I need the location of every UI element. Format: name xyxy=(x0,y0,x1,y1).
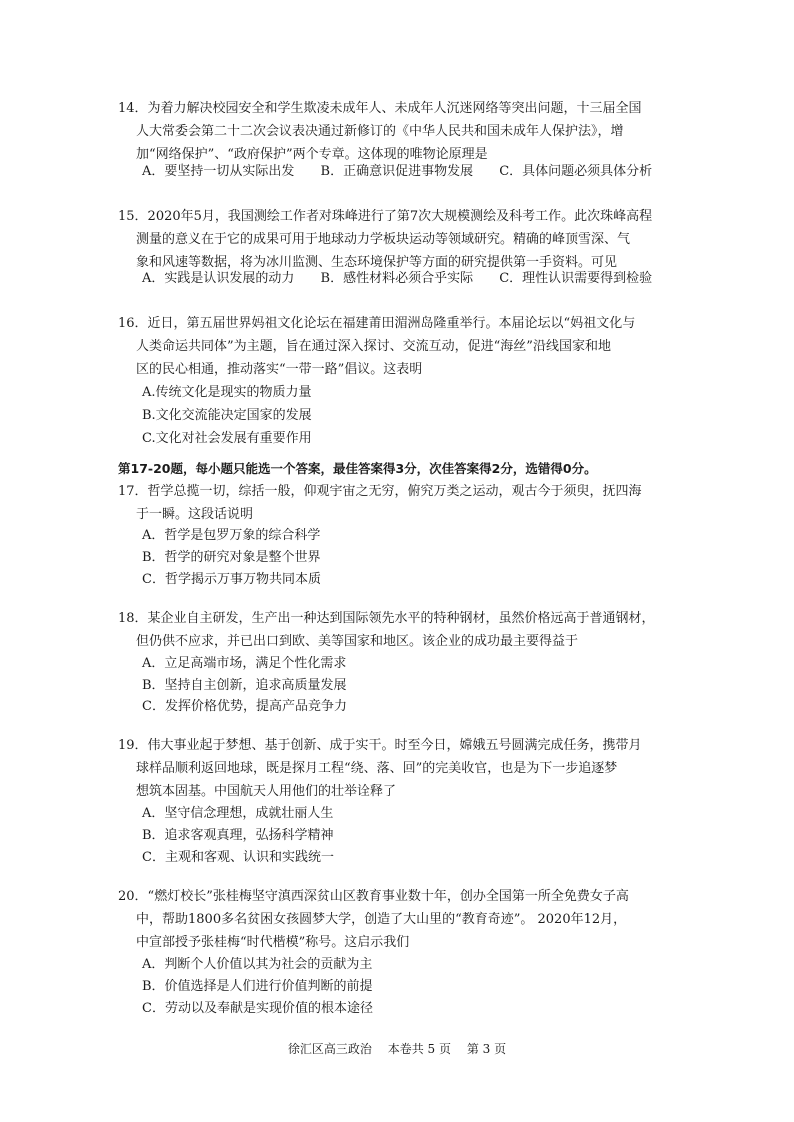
q18-option-a: A．立足高端市场，满足个性化需求 xyxy=(142,656,347,671)
q19-option-a: A．坚守信念理想，成就壮丽人生 xyxy=(142,806,334,821)
q18-line-2: 但仍供不应求，并已出口到欧、美等国家和地区。该企业的成功最主要得益于 xyxy=(136,634,579,649)
q19-line-3: 想筑本固基。中国航天人用他们的壮举诠释了 xyxy=(136,784,397,799)
q16-option-c: C.文化对社会发展有重要作用 xyxy=(142,431,312,446)
page-footer xyxy=(0,1040,794,1057)
q19-line-2: 球样品顺利返回地球，既是探月工程“绕、落、回”的完美收官，也是为下一步追逐梦 xyxy=(136,761,618,776)
q18-option-c: C．发挥价格优势，提高产品竞争力 xyxy=(142,699,347,714)
q17-line-2: 于一瞬。这段话说明 xyxy=(136,507,254,522)
q20-option-a: A．判断个人价值以其为社会的贡献为主 xyxy=(142,957,373,972)
q14-option-c: C．具体问题必须具体分析 xyxy=(499,164,653,179)
q17-option-b: B．哲学的研究对象是整个世界 xyxy=(142,550,321,565)
q17-line-1: 17．哲学总揽一切，综括一般，仰观宇宙之无穷，俯究万类之运动，观古今于须臾，抚四海 xyxy=(118,484,642,499)
q19-option-b: B．追求客观真理，弘扬科学精神 xyxy=(142,828,334,843)
q20-option-c: C．劳动以及奉献是实现价值的根本途径 xyxy=(142,1001,373,1016)
q15-option-a: A．实践是认识发展的动力 xyxy=(142,271,295,286)
q16-option-b: B.文化交流能决定国家的发展 xyxy=(142,408,312,423)
q14-options xyxy=(142,161,674,183)
q17-option-c: C．哲学揭示万事万物共同本质 xyxy=(142,572,321,587)
q17-option-a: A．哲学是包罗万象的综合科学 xyxy=(142,528,321,543)
q18-line-1: 18．某企业自主研发，生产出一种达到国际领先水平的特种钢材，虽然价格远高于普通钢材， xyxy=(118,611,655,626)
q14-option-b: B．正确意识促进事物发展 xyxy=(320,164,474,179)
q15-option-b: B．感性材料必须合乎实际 xyxy=(320,271,474,286)
q16-line-2: 人类命运共同体”为主题，旨在通过深入探讨、交流互动，促进“海丝”沿线国家和地 xyxy=(136,339,611,354)
q20-line-3: 中宣部授予张桂梅“时代楷模”称号。这启示我们 xyxy=(136,935,410,950)
q18-option-b: B．坚持自主创新，追求高质量发展 xyxy=(142,678,347,693)
q15-option-c: C．理性认识需要得到检验 xyxy=(499,271,653,286)
q14-line-3: 加“网络保护”、“政府保护”两个专章。这体现的唯物论原理是 xyxy=(136,147,488,162)
q20-option-b: B．价值选择是人们进行价值判断的前提 xyxy=(142,979,373,994)
q14-line-2: 人大常委会第二十二次会议表决通过新修订的《中华人民共和国未成年人保护法》，增 xyxy=(136,124,624,139)
q16-line-1: 16．近日，第五届世界妈祖文化论坛在福建莆田湄洲岛隆重举行。本届论坛以“妈祖文化与 xyxy=(118,316,636,331)
footer-page-number: 第 3 页 xyxy=(466,1042,507,1056)
q15-line-2: 测量的意义在于它的成果可用于地球动力学板块运动等领域研究。精确的峰顶雪深、气 xyxy=(136,232,631,247)
q20-line-2: 中，帮助1800多名贫困女孩圆梦大学，创造了大山里的“教育奇迹”。 2020年12月， xyxy=(136,912,627,927)
footer-school: 徐汇区高三政治 xyxy=(287,1042,372,1056)
q16-option-a: A.传统文化是现实的物质力量 xyxy=(142,385,312,400)
q15-line-1: 15．2020年5月，我国测绘工作者对珠峰进行了第7次大规模测绘及科考工作。此次珠峰高程 xyxy=(118,209,653,224)
q19-option-c: C．主观和客观、认识和实践统一 xyxy=(142,850,334,865)
q14-option-a: A．要坚持一切从实际出发 xyxy=(142,164,295,179)
q16-line-3: 区的民心相通，推动落实“一带一路”倡议。这表明 xyxy=(136,362,423,377)
q14-line-1: 14．为着力解决校园安全和学生欺凌未成年人、未成年人沉迷网络等突出问题，十三届全国 xyxy=(118,101,642,116)
footer-total-pages: 本卷共 5 页 xyxy=(387,1042,451,1056)
q15-line-3: 象和风速等数据，将为冰川监测、生态环境保护等方面的研究提供第一手资料。可见 xyxy=(136,255,618,270)
q19-line-1: 19．伟大事业起于梦想、基于创新、成于实干。时至今日，嫦娥五号圆满完成任务，携带月 xyxy=(118,738,642,753)
q15-options xyxy=(142,268,674,290)
q20-line-1: 20．“燃灯校长”张桂梅坚守滇西深贫山区教育事业数十年，创办全国第一所全免费女子高 xyxy=(118,889,629,904)
section-heading: 第17-20题，每小题只能选一个答案，最佳答案得3分，次佳答案得2分，选错得0分。 xyxy=(118,461,597,476)
